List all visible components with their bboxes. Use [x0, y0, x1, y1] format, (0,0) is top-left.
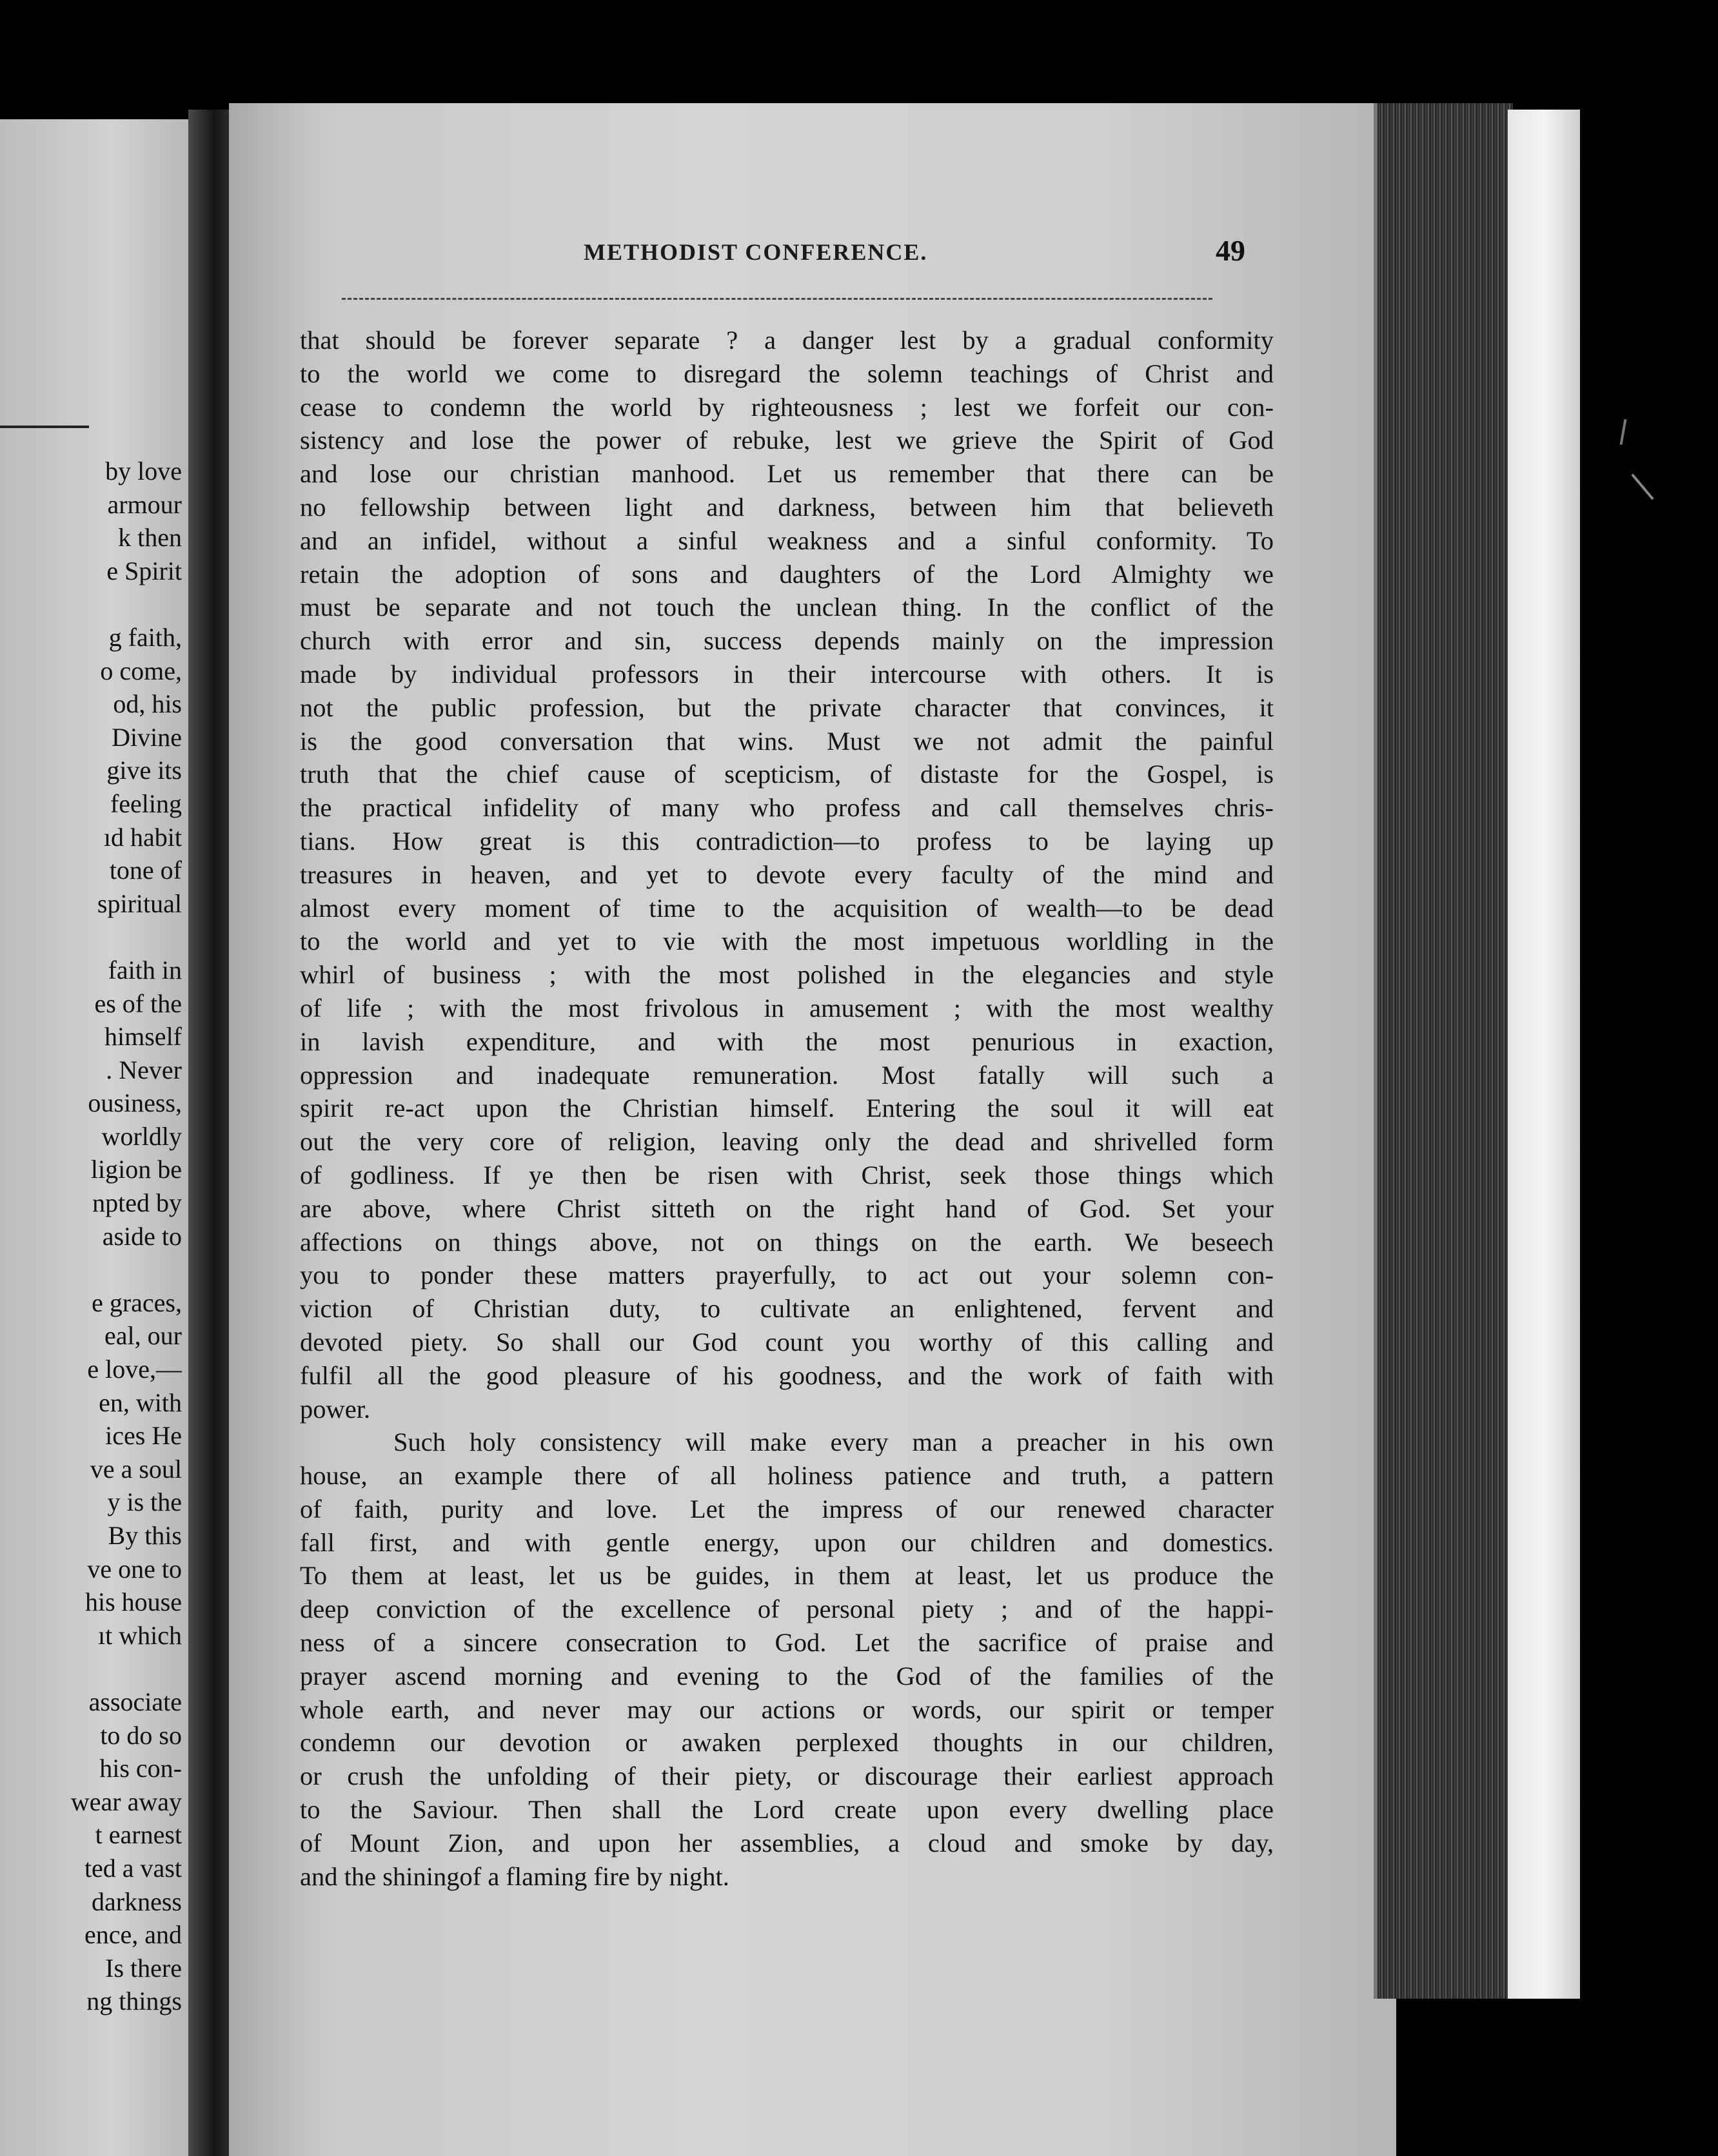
previous-page-line: ices He: [105, 1421, 182, 1451]
previous-page-line: t earnest: [95, 1820, 182, 1850]
previous-page-line: e graces,: [92, 1288, 182, 1317]
previous-page-line: eal, our: [104, 1321, 182, 1351]
previous-page-line: feeling: [110, 789, 182, 818]
previous-page-line: . Never: [106, 1055, 182, 1084]
previous-page-line: npted by: [92, 1188, 182, 1218]
margin-mark: [1620, 419, 1627, 445]
previous-page-line: [1, 920, 182, 954]
previous-page-line: k then: [118, 523, 182, 553]
margin-mark: [1631, 474, 1654, 500]
body-line: Such holy consistency will make every man a preacher in his own: [393, 1427, 1274, 1457]
previous-page-line: associate: [88, 1687, 182, 1716]
body-line: to the world and yet to vie with the most impetuous worldling in the: [300, 926, 1274, 956]
body-line: to the Saviour. Then shall the Lord create upon every dwelling place: [300, 1795, 1274, 1825]
previous-page-line: ence, and: [84, 1920, 182, 1950]
body-line: whirl of business ; with the most polished in the elegancies and style: [300, 960, 1274, 990]
previous-page-line: armour: [107, 489, 182, 519]
body-line: devoted piety. So shall our God count you worthy of this calling and: [300, 1327, 1274, 1357]
body-line: oppression and inadequate remuneration. Most fatally will such a: [300, 1060, 1274, 1090]
body-line: or crush the unfolding of their piety, or discourage their earliest approach: [300, 1761, 1274, 1791]
previous-page-line: y is the: [107, 1487, 182, 1517]
body-line: of faith, purity and love. Let the impress of our renewed character: [300, 1494, 1274, 1524]
previous-page-line: his house: [85, 1587, 182, 1617]
body-line: must be separate and not touch the unclean thing. In the conflict of the: [300, 593, 1274, 622]
body-line: viction of Christian duty, to cultivate an enlightened, fervent and: [300, 1294, 1274, 1324]
page-number: 49: [1216, 234, 1245, 267]
previous-page-line: ted a vast: [84, 1853, 182, 1883]
header-rule: [342, 298, 1212, 300]
previous-page-line: worldly: [101, 1121, 182, 1151]
body-line: no fellowship between light and darkness, between him that believeth: [300, 492, 1274, 522]
previous-page-line: o come,: [100, 656, 182, 685]
body-line: tians. How great is this contradiction—to profess to be laying up: [300, 826, 1274, 856]
body-line: you to ponder these matters prayerfully, to act out your solemn con-: [300, 1260, 1274, 1290]
body-line: of Mount Zion, and upon her assemblies, a cloud and smoke by day,: [300, 1828, 1274, 1857]
previous-page-line: spiritual: [97, 888, 182, 918]
previous-page-line: g faith,: [108, 622, 182, 652]
previous-page-line: [1, 1253, 182, 1286]
body-line: the practical infidelity of many who profess and call themselves chris-: [300, 793, 1274, 823]
previous-page-line: Is there: [105, 1953, 182, 1983]
body-line: in lavish expenditure, and with the most penurious in exaction,: [300, 1026, 1274, 1056]
body-line: that should be forever separate ? a danger lest by a gradual conformity: [300, 326, 1274, 355]
body-line: are above, where Christ sitteth on the right hand of God. Set your: [300, 1193, 1274, 1223]
previous-page-text: [1, 455, 182, 2018]
body-line: out the very core of religion, leaving only the dead and shrivelled form: [300, 1127, 1274, 1157]
previous-page-line: en, with: [99, 1387, 182, 1417]
previous-page-line: By this: [108, 1521, 182, 1550]
previous-page-line: tone of: [109, 856, 182, 885]
body-line: not the public profession, but the private character that convinces, it: [300, 692, 1274, 722]
body-line: prayer ascend morning and evening to the God of the families of the: [300, 1661, 1274, 1690]
previous-page-line: ve one to: [87, 1554, 182, 1583]
book-cover-edge: [1508, 110, 1580, 1999]
previous-page-line: darkness: [92, 1886, 182, 1916]
body-line: condemn our devotion or awaken perplexed thoughts in our children,: [300, 1728, 1274, 1758]
previous-page-line: [1, 587, 182, 621]
body-line: is the good conversation that wins. Must we not admit the painful: [300, 726, 1274, 756]
body-line: affections on things above, not on things on the earth. We beseech: [300, 1227, 1274, 1257]
previous-page-line: ligion be: [90, 1155, 182, 1184]
previous-page-line: od, his: [113, 689, 182, 719]
page-edges: [1374, 103, 1513, 1999]
previous-page-rule: [0, 426, 89, 428]
previous-page-line: give its: [106, 756, 182, 785]
body-line: power.: [300, 1394, 371, 1424]
body-line: and the shiningof a flaming fire by night.: [300, 1861, 729, 1891]
body-line: truth that the chief cause of scepticism, of distaste for the Gospel, is: [300, 760, 1274, 789]
body-line: house, an example there of all holiness patience and truth, a pattern: [300, 1461, 1274, 1491]
body-line: fall first, and with gentle energy, upon our children and domestics.: [300, 1527, 1274, 1557]
body-line: fulfil all the good pleasure of his goodness, and the work of faith with: [300, 1360, 1274, 1390]
previous-page-line: es of the: [94, 988, 182, 1018]
body-line: and lose our christian manhood. Let us remember that there can be: [300, 459, 1274, 489]
previous-page-line: by love: [105, 456, 182, 485]
body-line: cease to condemn the world by righteousness ; lest we forfeit our con-: [300, 392, 1274, 422]
previous-page-line: Divine: [112, 722, 182, 752]
body-line: church with error and sin, success depends mainly on the impression: [300, 626, 1274, 656]
body-line: ness of a sincere consecration to God. Let the sacrifice of praise and: [300, 1628, 1274, 1658]
previous-page-fragment: [0, 119, 188, 2156]
previous-page-line: wear away: [70, 1787, 182, 1816]
previous-page-line: ıt which: [98, 1620, 182, 1650]
body-line: To them at least, let us be guides, in them at least, let us produce the: [300, 1561, 1274, 1591]
body-line: of godliness. If ye then be risen with Christ, seek those things which: [300, 1160, 1274, 1190]
body-line: treasures in heaven, and yet to devote every faculty of the mind and: [300, 859, 1274, 889]
previous-page-line: ve a soul: [90, 1454, 182, 1484]
previous-page-line: aside to: [102, 1221, 182, 1251]
body-line: deep conviction of the excellence of personal piety ; and of the happi-: [300, 1594, 1274, 1624]
previous-page-line: [1, 1652, 182, 1685]
page-body-text: [300, 324, 1274, 1893]
running-head: METHODIST CONFERENCE.: [584, 239, 928, 265]
body-line: sistency and lose the power of rebuke, lest we grieve the Spirit of God: [300, 426, 1274, 455]
previous-page-line: ng things: [86, 1986, 182, 2016]
previous-page-line: his con-: [99, 1754, 182, 1783]
body-line: made by individual professors in their intercourse with others. It is: [300, 659, 1274, 689]
body-line: spirit re-act upon the Christian himself. Entering the soul it will eat: [300, 1093, 1274, 1123]
body-line: and an infidel, without a sinful weakness and a sinful conformity. To: [300, 525, 1274, 555]
body-line: whole earth, and never may our actions or words, our spirit or temper: [300, 1694, 1274, 1724]
body-line: retain the adoption of sons and daughters of the Lord Almighty we: [300, 559, 1274, 589]
body-line: to the world we come to disregard the solemn teachings of Christ and: [300, 358, 1274, 388]
body-line: almost every moment of time to the acquisition of wealth—to be dead: [300, 893, 1274, 923]
previous-page-line: ousiness,: [88, 1088, 182, 1118]
previous-page-line: to do so: [100, 1720, 182, 1750]
body-line: of life ; with the most frivolous in amusement ; with the most wealthy: [300, 993, 1274, 1023]
previous-page-line: e love,—: [87, 1355, 182, 1384]
previous-page-line: ıd habit: [103, 822, 182, 852]
previous-page-line: faith in: [108, 955, 182, 985]
previous-page-line: e Spirit: [106, 556, 182, 585]
previous-page-line: himself: [104, 1022, 182, 1052]
